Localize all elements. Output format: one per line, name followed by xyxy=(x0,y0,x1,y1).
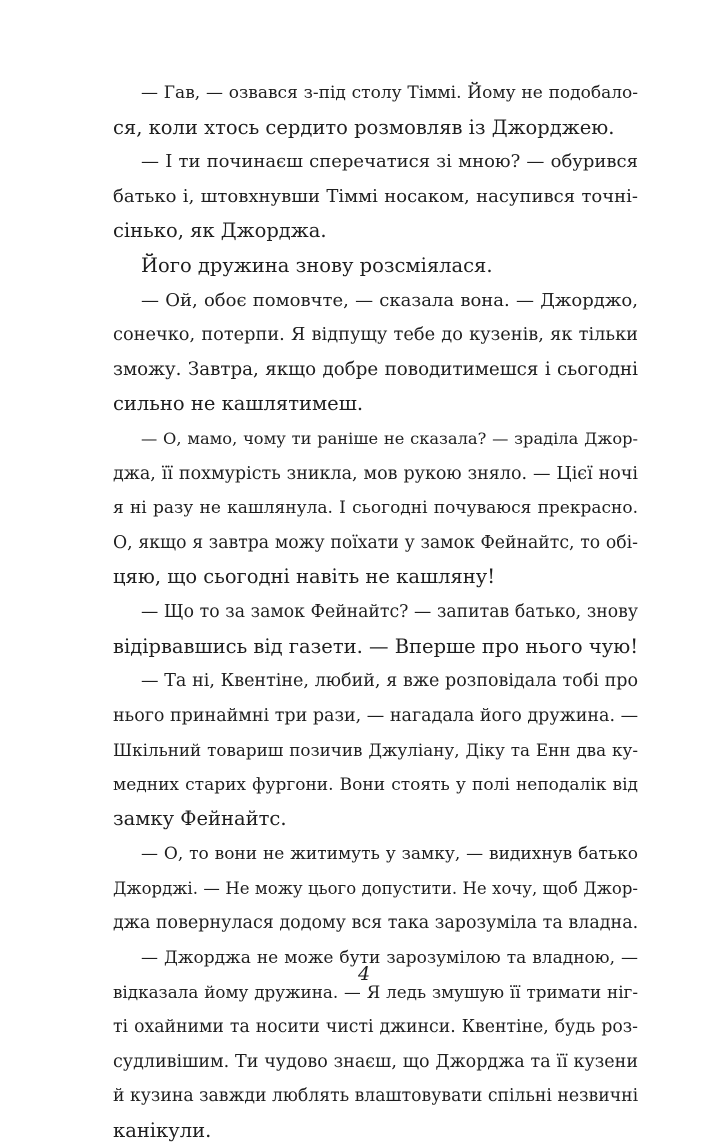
text-line: відірвавшись від газети. — Вперше про нього чую! xyxy=(113,634,639,658)
text-line: джа, її похмурість зникла, мов рукою зняло. — Цієї ночі xyxy=(113,463,638,484)
text-line: джа повернулася додому вся така зарозуміла та владна. xyxy=(113,913,639,934)
text-line: нього принаймні три рази, — нагадала його дружина. — xyxy=(113,705,639,726)
text-line: — Ой, обоє помовчте, — сказала вона. — Джорджо, xyxy=(141,289,638,311)
text-line: — І ти починаєш сперечатися зі мною? — обурився xyxy=(141,151,638,173)
text-line: Шкільний товариш позичив Джуліану, Діку та Енн два ку- xyxy=(113,740,638,761)
text-line: — О, мамо, чому ти раніше не сказала? — зраділа Джор- xyxy=(141,428,638,448)
text-line: ті охайними та носити чисті джинси. Квентіне, будь роз- xyxy=(113,1017,638,1038)
text-line: — Що то за замок Фейнайтс? — запитав батько, знову xyxy=(141,601,638,622)
text-line: Його дружина знову розсміялася. xyxy=(141,253,493,277)
text-line: — Джорджа не може бути зарозумілою та владною, — xyxy=(141,947,638,968)
page-number: 4 xyxy=(357,963,371,985)
text-line: — О, то вони не житимуть у замку, — видихнув батько xyxy=(141,844,638,865)
text-line: замку Фейнайтс. xyxy=(113,807,287,831)
text-line: канікули. xyxy=(113,1118,212,1142)
text-line: судливішим. Ти чудово знаєш, що Джорджа та її кузени xyxy=(113,1051,638,1072)
text-line: я ні разу не кашлянула. І сьогодні почуваюся прекрасно. xyxy=(113,498,638,519)
text-line: О, якщо я завтра можу поїхати у замок Фейнайтс, то обі- xyxy=(113,532,638,553)
text-line: сильно не кашлятимеш. xyxy=(113,392,364,416)
text-line: цяю, що сьогодні навіть не кашляну! xyxy=(113,565,496,589)
text-line: зможу. Завтра, якщо добре поводитимешся і сьогодні xyxy=(113,358,638,380)
text-line: сонечко, потерпи. Я відпущу тебе до кузенів, як тільки xyxy=(113,325,638,346)
text-line: сінько, як Джорджа. xyxy=(113,219,327,243)
text-line: батько і, штовхнувши Тіммі носаком, насупився точні- xyxy=(113,185,638,207)
text-line: Джорджі. — Не можу цього допустити. Не хочу, щоб Джор- xyxy=(113,878,638,898)
body-text xyxy=(113,76,638,1148)
text-line: ся, коли хтось сердито розмовляв із Джорджею. xyxy=(113,115,615,139)
text-line: — Та ні, Квентіне, любий, я вже розповідала тобі про xyxy=(141,671,638,692)
text-line: медних старих фургони. Вони стоять у полі неподалік від xyxy=(113,774,638,795)
text-line: — Гав, — озвався з-під столу Тіммі. Йому не подобало- xyxy=(141,83,638,103)
text-line: відказала йому дружина. — Я ледь змушую її тримати ніг- xyxy=(113,982,638,1003)
text-line: й кузина завжди люблять влаштовувати спільні незвичні xyxy=(113,1086,639,1107)
